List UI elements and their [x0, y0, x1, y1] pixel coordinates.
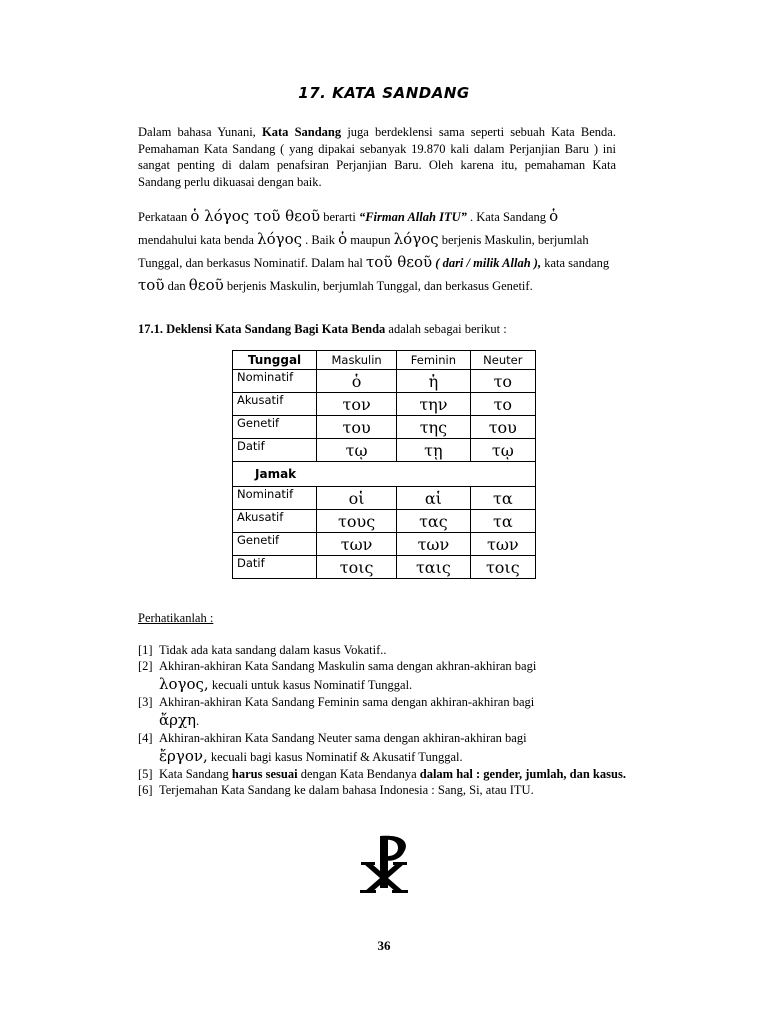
- table-cell: τα: [470, 510, 535, 533]
- note-item: [138, 730, 628, 766]
- table-cell: αἱ: [397, 487, 470, 510]
- case-label: Nominatif: [233, 370, 317, 393]
- column-header: Feminin: [397, 351, 470, 370]
- note-text: Tidak ada kata sandang dalam kasus Vokatif..: [159, 643, 387, 657]
- greek-article: τοῦ: [138, 276, 165, 294]
- table-row: [233, 393, 536, 416]
- note-number: [6]: [138, 783, 153, 797]
- table-cell: τῃ: [397, 439, 470, 462]
- table-cell: τον: [317, 393, 397, 416]
- table-cell: οἱ: [317, 487, 397, 510]
- note-number: [4]: [138, 731, 153, 745]
- table-cell: των: [397, 533, 470, 556]
- table-row: [233, 556, 536, 579]
- chi-rho-symbol-icon: [358, 832, 410, 899]
- note-item: [138, 694, 628, 730]
- note-number: [2]: [138, 659, 153, 673]
- text: Perkataan: [138, 210, 191, 224]
- section-heading: [138, 321, 616, 338]
- section-heading-bold: 17.1. Deklensi Kata Sandang Bagi Kata Benda: [138, 322, 386, 336]
- case-label: Nominatif: [233, 487, 317, 510]
- note-text-rest: .: [196, 714, 200, 728]
- note-emphasis: harus sesuai: [231, 767, 298, 781]
- text: berjenis Maskulin, berjumlah Tunggal, dan berkasus Genetif.: [223, 279, 533, 293]
- text: mendahului kata benda: [138, 233, 258, 247]
- page-title: 17. KATA SANDANG: [298, 84, 470, 102]
- table-cell: ἡ: [397, 370, 470, 393]
- note-text-main: Akhiran-akhiran Kata Sandang Feminin sama dengan akhiran-akhiran bagi: [159, 695, 535, 709]
- text: maupun: [347, 233, 394, 247]
- table-cell: τας: [397, 510, 470, 533]
- table-cell: του: [317, 416, 397, 439]
- translation-emphasis: “Firman Allah ITU”: [358, 210, 467, 224]
- case-label: Akusatif: [233, 510, 317, 533]
- notes-header: Perhatikanlah :: [138, 611, 214, 625]
- note-text-rest: kecuali bagi kasus Nominatif & Akusatif Tunggal.: [207, 750, 463, 764]
- table-cell: τῳ: [317, 439, 397, 462]
- greek-noun: θεοῦ: [188, 276, 224, 294]
- text: dan: [164, 279, 189, 293]
- note-text-mid: dengan Kata Bendanya: [297, 767, 420, 781]
- note-number: [3]: [138, 695, 153, 709]
- case-label: Datif: [233, 439, 317, 462]
- note-number: [5]: [138, 767, 153, 781]
- example-paragraph: [138, 205, 616, 297]
- table-cell: τοις: [317, 556, 397, 579]
- case-label: Akusatif: [233, 393, 317, 416]
- text: berjenis Maskulin, berjumlah Tunggal, dan berkasus Nominatif. Dalam hal: [138, 233, 589, 270]
- table-cell: τα: [470, 487, 535, 510]
- page-number: 36: [377, 938, 391, 953]
- greek-article: ὁ: [338, 230, 348, 248]
- note-text: [159, 658, 628, 694]
- table-row: [233, 370, 536, 393]
- note-text-main: Akhiran-akhiran Kata Sandang Neuter sama dengan akhiran-akhiran bagi: [159, 731, 527, 745]
- text: kata sandang: [541, 256, 610, 270]
- table-cell: το: [470, 370, 535, 393]
- table-row: [233, 416, 536, 439]
- column-header: Maskulin: [317, 351, 397, 370]
- text: berarti: [320, 210, 359, 224]
- notes-section: [138, 610, 628, 798]
- greek-word: ἄρχη: [159, 711, 197, 729]
- table-row: [233, 533, 536, 556]
- greek-article: ὁ: [549, 207, 559, 225]
- note-item: [138, 642, 628, 658]
- table-cell: του: [470, 416, 535, 439]
- column-header: Tunggal: [233, 351, 317, 370]
- text: . Kata Sandang: [466, 210, 550, 224]
- intro-bold-term: Kata Sandang: [261, 125, 342, 139]
- table-header-row: [233, 351, 536, 370]
- note-item: [138, 658, 628, 694]
- intro-text: Dalam bahasa Yunani,: [138, 125, 262, 139]
- table-cell: της: [397, 416, 470, 439]
- note-number: [1]: [138, 643, 153, 657]
- note-text: [159, 730, 628, 766]
- table-row: [233, 487, 536, 510]
- note-item: [138, 782, 628, 798]
- note-item: [138, 766, 628, 782]
- plural-label: Jamak: [233, 462, 536, 487]
- greek-phrase: ὁ λόγος τοῦ θεοῦ: [190, 207, 321, 225]
- section-heading-rest: adalah sebagai berikut :: [385, 322, 507, 336]
- greek-phrase: τοῦ θεοῦ: [365, 253, 433, 271]
- intro-paragraph: [138, 124, 616, 190]
- note-text: [159, 694, 628, 730]
- plural-label-row: [233, 462, 536, 487]
- table-row: [233, 510, 536, 533]
- table-cell: το: [470, 393, 535, 416]
- greek-noun: λόγος: [393, 230, 439, 248]
- table-cell: ὁ: [317, 370, 397, 393]
- case-label: Genetif: [233, 416, 317, 439]
- table-cell: τους: [317, 510, 397, 533]
- note-text-main: Akhiran-akhiran Kata Sandang Maskulin sama dengan akhran-akhiran bagi: [159, 659, 537, 673]
- intro-text-rest: juga berdeklensi sama seperti sebuah Kata Benda. Pemahaman Kata Sandang ( yang dipakai sebanyak 19.870 kali dalam Perjanjian Baru ) ini sangat penting di dalam penafsiran Perjanjian Baru. Oleh karena itu, pemahaman Kata Sandang perlu dikuasai dengan baik.: [138, 125, 616, 189]
- case-label: Datif: [233, 556, 317, 579]
- note-text-main: Kata Sandang: [159, 767, 232, 781]
- table-cell: τῳ: [470, 439, 535, 462]
- text: . Baik: [302, 233, 339, 247]
- table-cell: των: [470, 533, 535, 556]
- note-text: [159, 766, 628, 782]
- greek-word: ἔργον,: [159, 747, 208, 765]
- case-label: Genetif: [233, 533, 317, 556]
- greek-word: λογος,: [159, 675, 209, 693]
- table-cell: την: [397, 393, 470, 416]
- note-text: Terjemahan Kata Sandang ke dalam bahasa Indonesia : Sang, Si, atau ITU.: [159, 783, 534, 797]
- column-header: Neuter: [470, 351, 535, 370]
- table-cell: ταις: [397, 556, 470, 579]
- note-text-rest: kecuali untuk kasus Nominatif Tunggal.: [208, 678, 413, 692]
- table-cell: των: [317, 533, 397, 556]
- note-emphasis: dalam hal : gender, jumlah, dan kasus.: [419, 767, 626, 781]
- greek-noun: λόγος: [257, 230, 302, 248]
- table-cell: τοις: [470, 556, 535, 579]
- table-row: [233, 439, 536, 462]
- declension-table: [232, 350, 536, 579]
- translation-emphasis: ( dari / milik Allah ),: [432, 256, 542, 270]
